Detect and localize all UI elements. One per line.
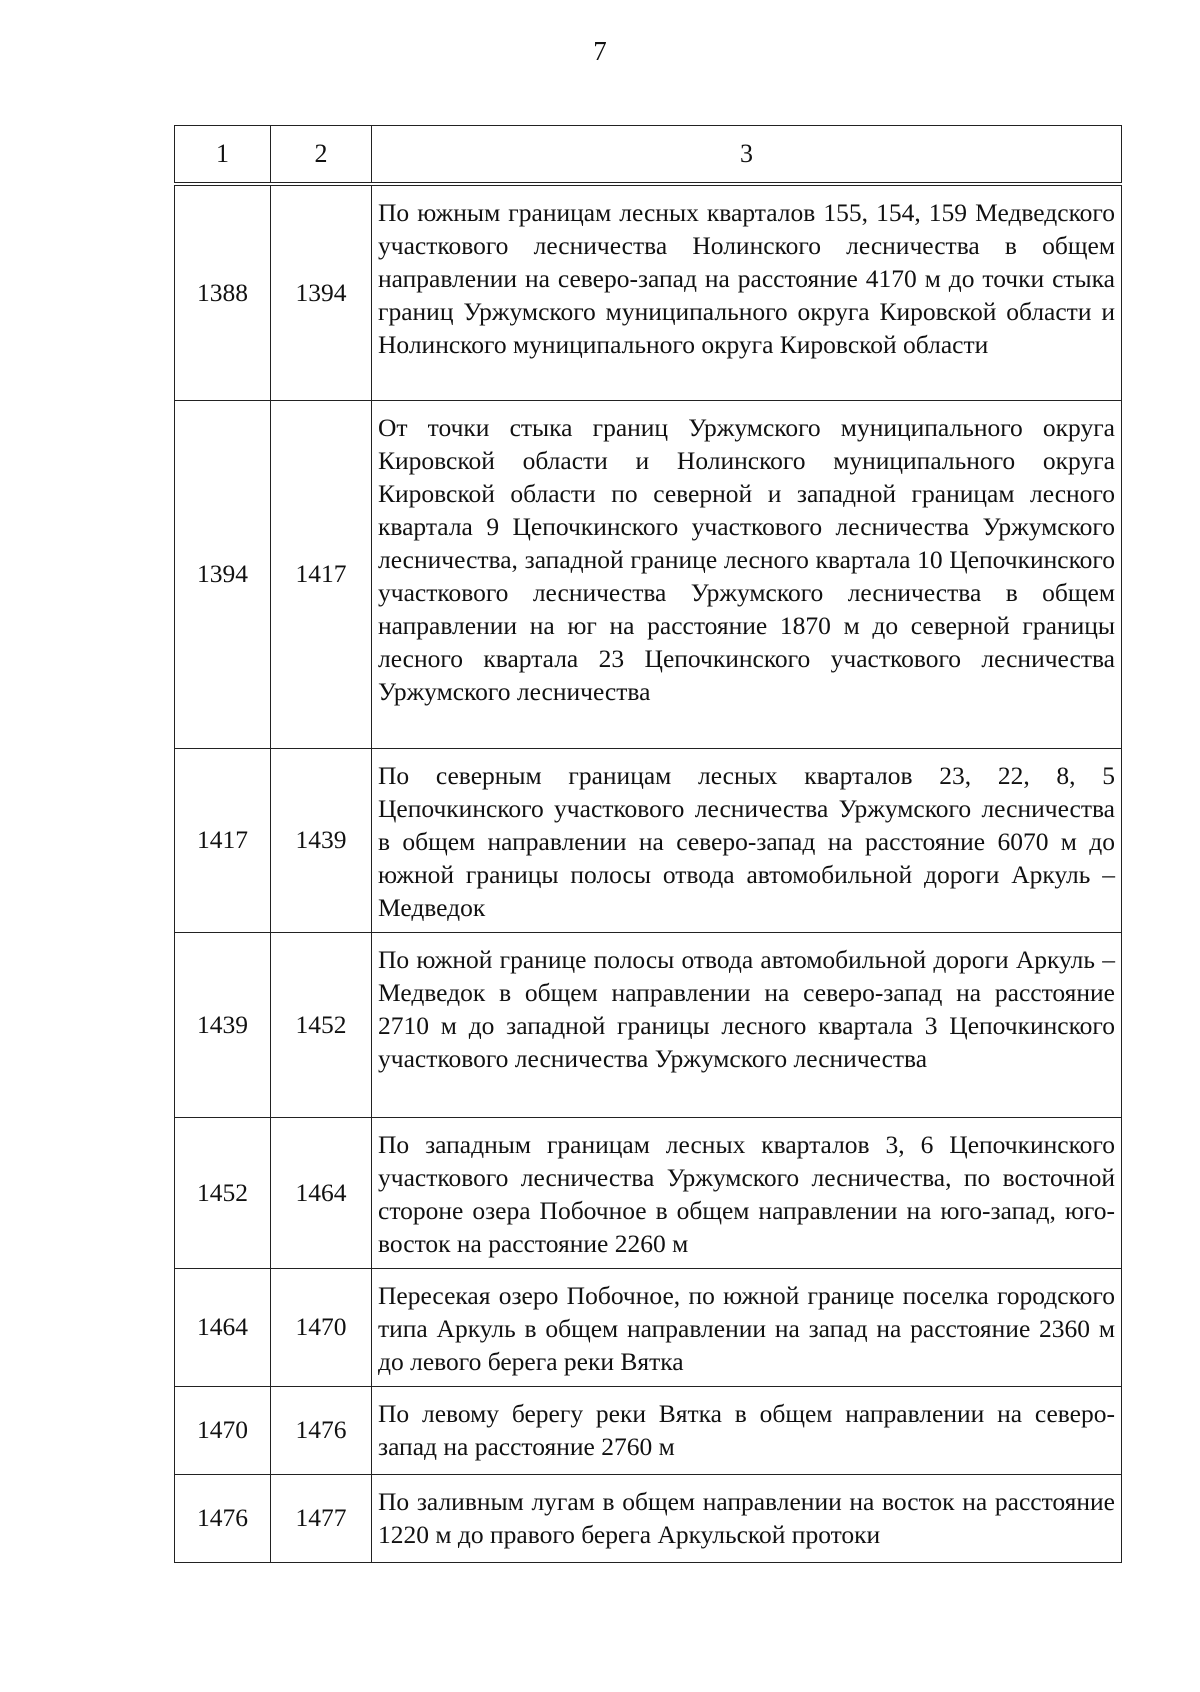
point-from: 1470 [175,1386,271,1474]
column-header-3: 3 [372,126,1122,185]
point-to: 1439 [271,748,372,932]
point-from: 1388 [175,184,271,400]
column-header-1: 1 [175,126,271,185]
point-from: 1439 [175,932,271,1117]
table-row [175,1268,1122,1386]
table-row [175,1117,1122,1268]
boundary-description: От точки стыка границ Уржумского муниципального округа Кировской области и Нолинского муниципального округа Кировской области по северной и западной границам лесного квартала 9 Цепочкинского участкового лесничества Уржумского лесничества, западной границе лесного квартала 10 Цепочкинского участкового лесничества Уржумского лесничества в общем направлении на юг на расстояние 1870 м до северной границы лесного квартала 23 Цепочкинского участкового лесничества Уржумского лесничества [372,400,1122,748]
point-to: 1452 [271,932,372,1117]
point-from: 1452 [175,1117,271,1268]
table-header-row [175,126,1122,185]
boundary-description: По северным границам лесных кварталов 23, 22, 8, 5 Цепочкинского участкового лесничества Уржумского лесничества в общем направлении на северо-запад на расстояние 6070 м до южной границы полосы отвода автомобильной дороги Аркуль – Медведок [372,748,1122,932]
point-from: 1464 [175,1268,271,1386]
point-to: 1394 [271,184,372,400]
boundary-description: По западным границам лесных кварталов 3, 6 Цепочкинского участкового лесничества Уржумского лесничества, по восточной стороне озера Побочное в общем направлении на юго-запад, юго-восток на расстояние 2260 м [372,1117,1122,1268]
table-row [175,1474,1122,1562]
boundary-description: По южным границам лесных кварталов 155, 154, 159 Медведского участкового лесничества Нолинского лесничества в общем направлении на северо-запад на расстояние 4170 м до точки стыка границ Уржумского муниципального округа Кировской области и Нолинского муниципального округа Кировской области [372,184,1122,400]
point-from: 1417 [175,748,271,932]
table-row [175,932,1122,1117]
boundary-table [174,125,1122,1563]
table-row [175,400,1122,748]
boundary-description: По южной границе полосы отвода автомобильной дороги Аркуль – Медведок в общем направлении на северо-запад на расстояние 2710 м до западной границы лесного квартала 3 Цепочкинского участкового лесничества Уржумского лесничества [372,932,1122,1117]
boundary-description: Пересекая озеро Побочное, по южной границе поселка городского типа Аркуль в общем направлении на запад на расстояние 2360 м до левого берега реки Вятка [372,1268,1122,1386]
point-to: 1477 [271,1474,372,1562]
point-to: 1476 [271,1386,372,1474]
point-from: 1394 [175,400,271,748]
table-row [175,184,1122,400]
column-header-2: 2 [271,126,372,185]
table-row [175,748,1122,932]
point-to: 1464 [271,1117,372,1268]
table-row [175,1386,1122,1474]
point-from: 1476 [175,1474,271,1562]
page-number: 7 [593,36,607,66]
point-to: 1417 [271,400,372,748]
boundary-description: По заливным лугам в общем направлении на восток на расстояние 1220 м до правого берега Аркульской протоки [372,1474,1122,1562]
boundary-description: По левому берегу реки Вятка в общем направлении на северо-запад на расстояние 2760 м [372,1386,1122,1474]
point-to: 1470 [271,1268,372,1386]
